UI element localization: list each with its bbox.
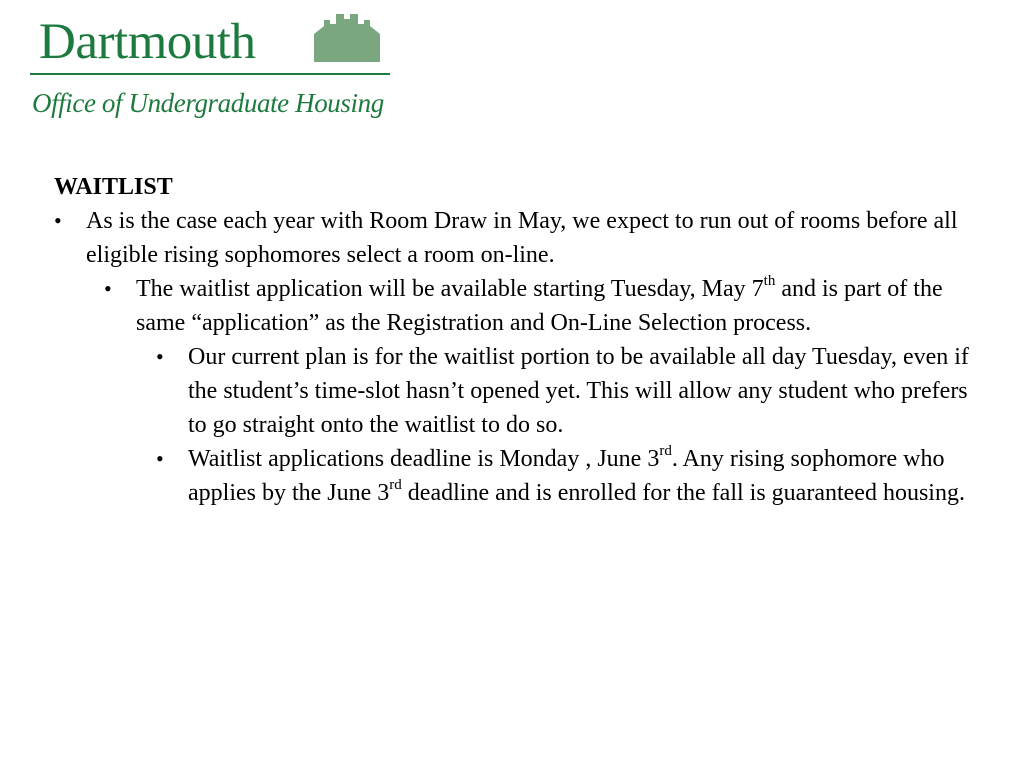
list-item <box>54 272 974 340</box>
bullet-text: Our current plan is for the waitlist portion to be available all day Tuesday, even if the student’s time-slot hasn’t opened yet. This will allow any student who prefers to go straight onto the waitlist to do so. <box>188 344 969 438</box>
bullet-icon: • <box>54 208 62 233</box>
bullet-list <box>54 204 974 510</box>
bullet-text: The waitlist application will be available starting Tuesday, May 7 <box>136 276 764 302</box>
ordinal-suffix: rd <box>389 477 402 493</box>
logo-divider <box>30 73 390 75</box>
list-item <box>54 442 974 510</box>
list-item <box>54 204 974 272</box>
bullet-text: As is the case each year with Room Draw in May, we expect to run out of rooms before all eligible rising sophomores select a room on-line. <box>86 208 958 268</box>
bullet-text: Waitlist applications deadline is Monday , June 3 <box>188 446 660 472</box>
bullet-text-continued: deadline and is enrolled for the fall is guaranteed housing. <box>401 480 965 506</box>
slide-heading: WAITLIST <box>54 174 173 200</box>
ordinal-suffix: th <box>763 273 776 289</box>
bullet-icon: • <box>104 276 112 301</box>
dartmouth-logo <box>30 10 392 125</box>
ordinal-suffix: rd <box>659 443 672 459</box>
bullet-text-continued: . Any rising sophomore who applies by the June 3 <box>188 446 945 506</box>
house-icon <box>314 14 380 62</box>
list-item <box>54 340 974 442</box>
bullet-icon: • <box>156 344 164 369</box>
slide-content <box>54 170 974 510</box>
logo-subtitle: Office of Undergraduate Housing <box>32 88 384 118</box>
bullet-text-continued: and is part of the same “application” as the Registration and On-Line Selection process. <box>136 276 943 336</box>
bullet-icon: • <box>156 446 164 471</box>
logo-wordmark: Dartmouth <box>39 14 256 70</box>
